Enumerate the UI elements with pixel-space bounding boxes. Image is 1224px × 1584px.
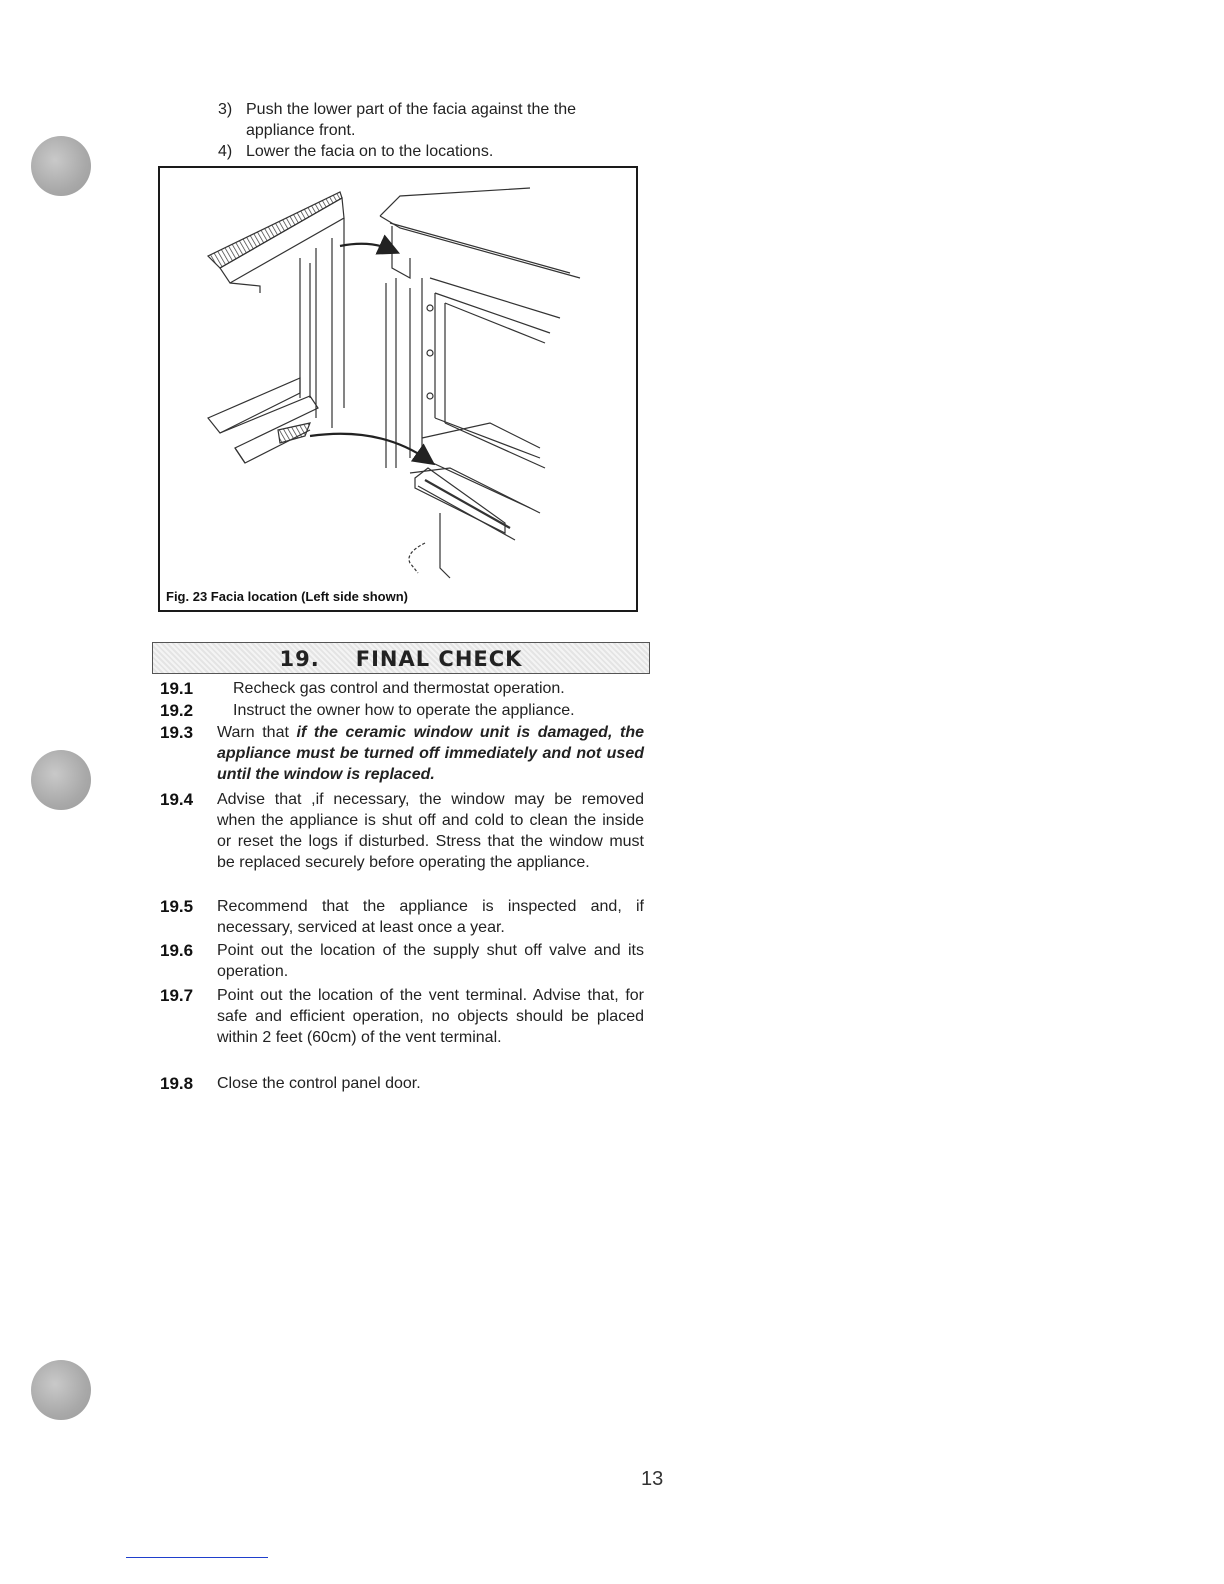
item-text: Point out the location of the supply shut off valve and its operation. — [217, 942, 644, 980]
item-warning-text: if the ceramic window unit is damaged, the appliance must be turned off immediately and not used until the window is replaced. — [217, 724, 645, 783]
step-4 — [218, 141, 648, 162]
step-text: Push the lower part of the facia against the the appliance front. — [246, 101, 576, 139]
footer-rule — [126, 1557, 268, 1558]
item-number: 19.7 — [160, 986, 194, 1005]
section-title — [153, 647, 649, 671]
check-item-19-8 — [160, 1073, 644, 1094]
item-number: 19.3 — [160, 723, 194, 742]
item-number: 19.6 — [160, 941, 194, 960]
item-number: 19.5 — [160, 897, 194, 916]
step-3 — [218, 99, 648, 141]
figure-caption: Fig. 23 Facia location (Left side shown) — [166, 589, 408, 604]
facia-location-illustration — [160, 168, 636, 610]
step-text: Lower the facia on to the locations. — [246, 143, 494, 160]
step-number: 4) — [218, 143, 233, 160]
section-header — [152, 642, 650, 674]
item-text: Instruct the owner how to operate the appliance. — [233, 702, 575, 719]
figure-23 — [158, 166, 638, 612]
check-item-19-4 — [160, 789, 644, 873]
check-item-19-2 — [160, 700, 644, 721]
check-item-19-1 — [160, 678, 644, 699]
item-number: 19.8 — [160, 1074, 194, 1093]
step-number: 3) — [218, 101, 233, 118]
punch-hole-bottom — [31, 1360, 91, 1420]
check-item-19-6 — [160, 940, 644, 982]
page-number: 13 — [641, 1468, 664, 1490]
item-text — [217, 722, 644, 785]
item-text: Advise that ,if necessary, the window may be removed when the appliance is shut off and cold to clean the inside or reset the logs if disturbed. Stress that the window must be replaced securely before operating the appliance. — [217, 791, 644, 871]
item-number: 19.1 — [160, 679, 194, 698]
section-number: 19. — [279, 647, 320, 671]
item-text: Close the control panel door. — [217, 1075, 421, 1092]
item-text: Recommend that the appliance is inspected and, if necessary, serviced at least once a year. — [217, 898, 644, 936]
punch-hole-middle — [31, 750, 91, 810]
item-text: Recheck gas control and thermostat operation. — [233, 680, 565, 697]
section-title-text: FINAL CHECK — [355, 647, 523, 671]
check-item-19-3 — [160, 722, 644, 785]
punch-hole-top — [31, 136, 91, 196]
item-text: Point out the location of the vent terminal. Advise that, for safe and efficient operation, no objects should be placed within 2 feet (60cm) of the vent terminal. — [217, 987, 644, 1046]
check-item-19-7 — [160, 985, 644, 1048]
check-item-19-5 — [160, 896, 644, 938]
item-text-plain: Warn that — [217, 724, 297, 741]
item-number: 19.2 — [160, 701, 194, 720]
item-number: 19.4 — [160, 790, 194, 809]
